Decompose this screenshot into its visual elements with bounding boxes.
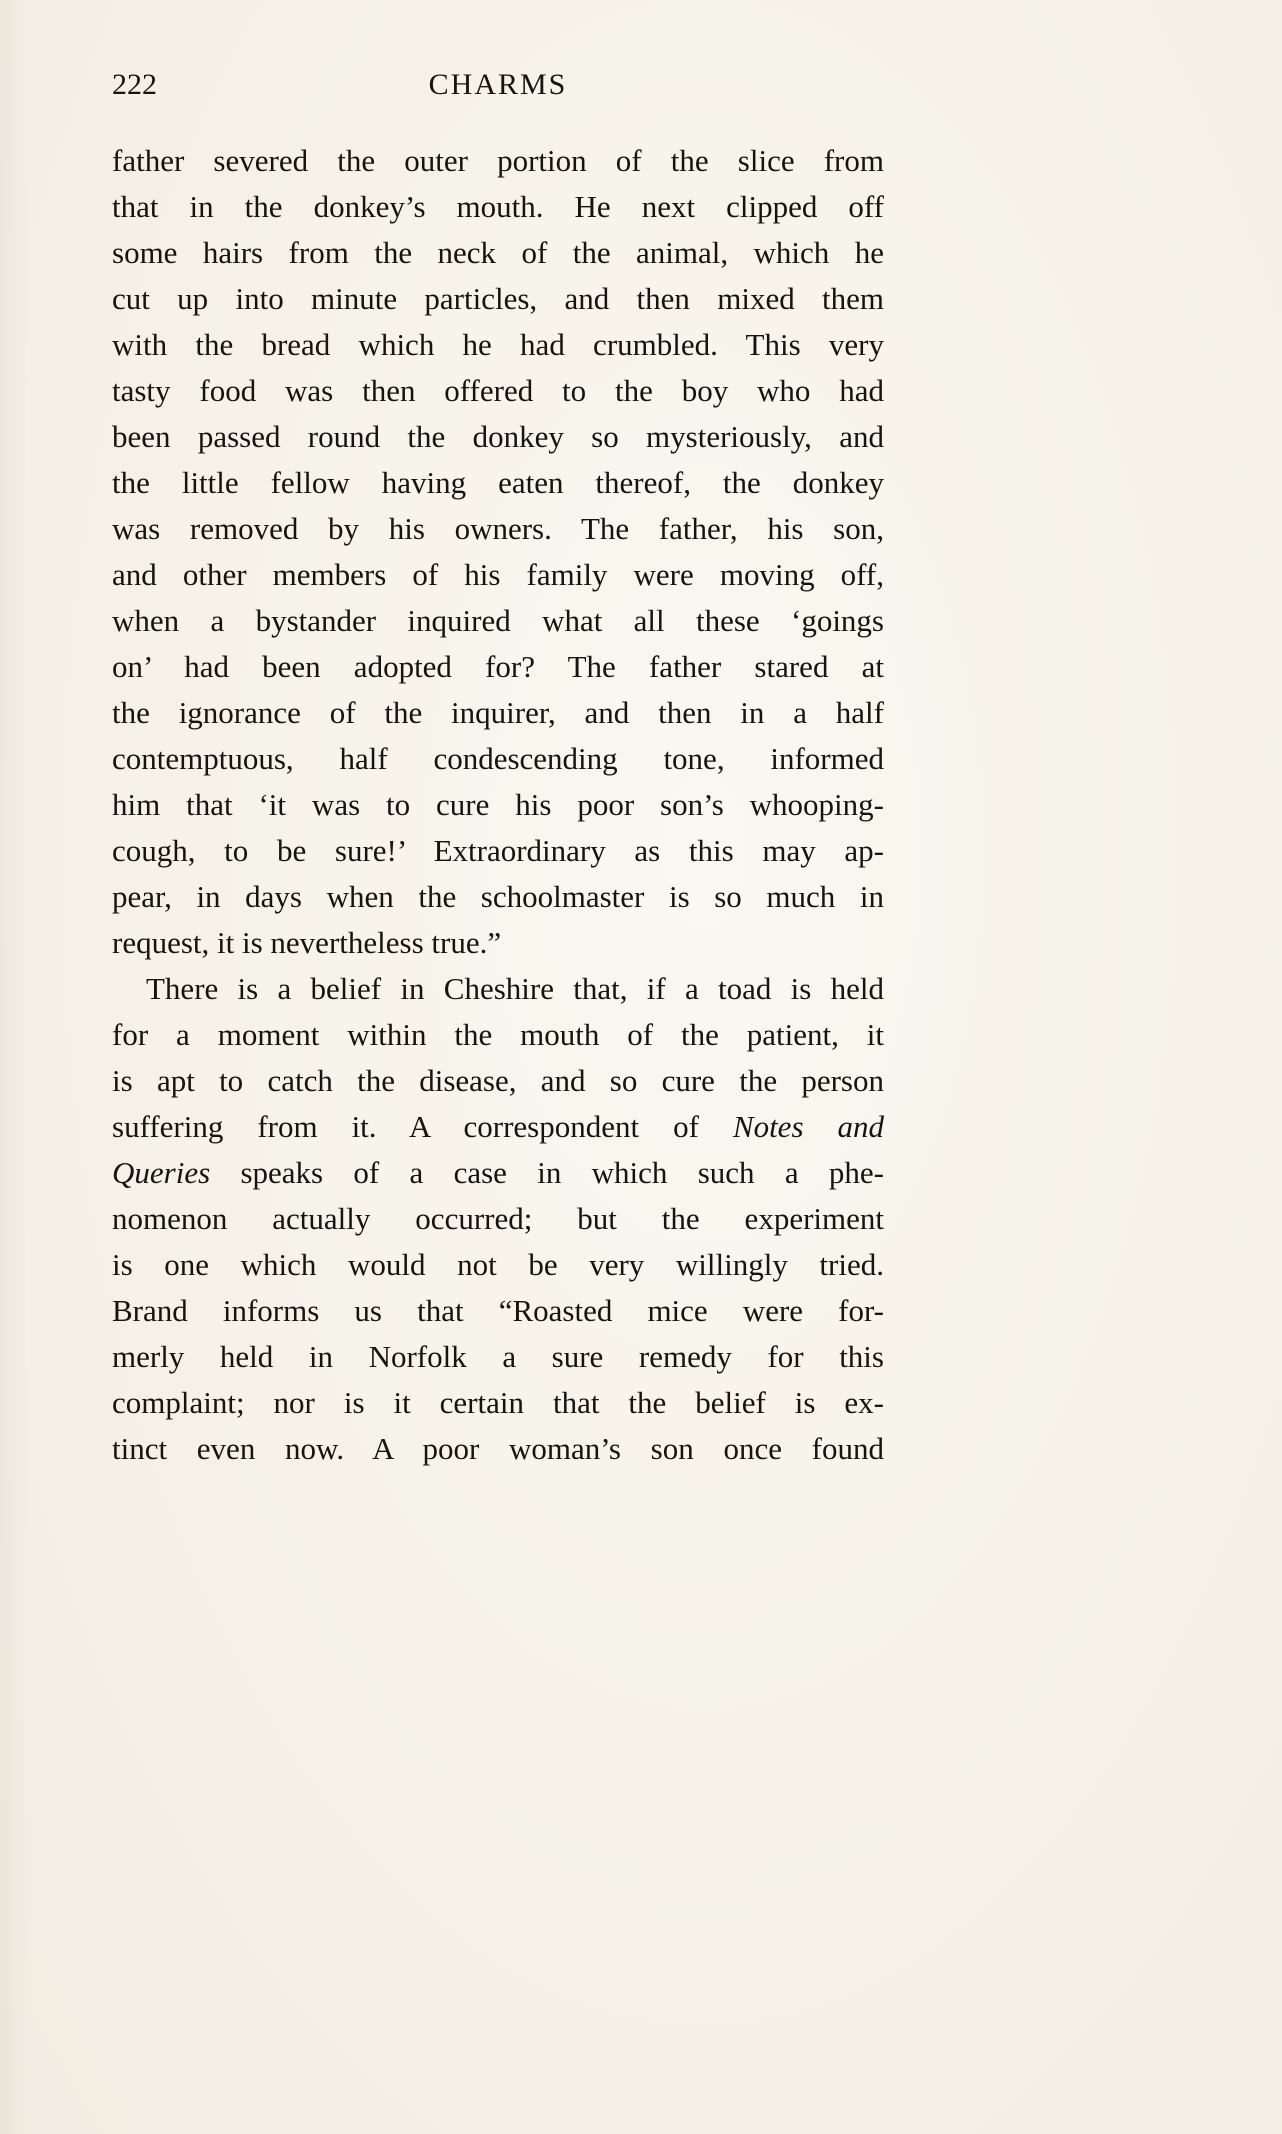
page-body <box>112 138 884 1472</box>
text-segment: cough, to be sure!’ Extraordinary as this may ap- <box>112 833 884 868</box>
text-line <box>112 1058 884 1104</box>
paragraph <box>112 966 884 1472</box>
text-line <box>112 322 884 368</box>
page-header <box>112 64 884 106</box>
text-line <box>112 782 884 828</box>
text-segment: been passed round the donkey so mysteriously, and <box>112 419 884 454</box>
text-segment: suffering from it. A correspondent of <box>112 1109 733 1144</box>
text-line <box>112 644 884 690</box>
text-line <box>112 1012 884 1058</box>
text-line <box>112 1426 884 1472</box>
text-line <box>112 1196 884 1242</box>
text-line <box>112 552 884 598</box>
paragraph <box>112 138 884 966</box>
text-segment: when a bystander inquired what all these ‘goings <box>112 603 884 638</box>
text-line <box>112 184 884 230</box>
text-line <box>112 138 884 184</box>
text-line <box>112 690 884 736</box>
italic-text-segment: Notes and <box>732 1109 884 1144</box>
text-segment: him that ‘it was to cure his poor son’s whooping- <box>112 787 884 822</box>
page-number: 222 <box>112 68 157 101</box>
text-line <box>112 920 884 966</box>
text-segment: for a moment within the mouth of the patient, it <box>112 1017 884 1052</box>
text-segment: merly held in Norfolk a sure remedy for this <box>112 1339 884 1374</box>
text-line <box>112 414 884 460</box>
text-line <box>112 736 884 782</box>
text-segment: some hairs from the neck of the animal, which he <box>112 235 884 270</box>
text-line <box>112 1150 884 1196</box>
text-segment: Brand informs us that “Roasted mice were for- <box>112 1293 884 1328</box>
text-block <box>112 64 884 1472</box>
italic-text-segment: Queries <box>112 1155 211 1190</box>
text-segment: pear, in days when the schoolmaster is so much in <box>112 879 884 914</box>
text-line <box>112 874 884 920</box>
text-line <box>112 460 884 506</box>
text-segment: and other members of his family were moving off, <box>112 557 884 592</box>
text-segment: is one which would not be very willingly tried. <box>112 1247 884 1282</box>
text-segment: the ignorance of the inquirer, and then in a half <box>112 695 884 730</box>
text-line <box>112 1242 884 1288</box>
text-line <box>112 368 884 414</box>
text-segment: speaks of a case in which such a phe- <box>210 1155 884 1190</box>
text-segment: contemptuous, half condescending tone, informed <box>112 741 884 776</box>
text-segment: request, it is nevertheless true.” <box>112 925 502 960</box>
text-segment: There is a belief in Cheshire that, if a toad is held <box>146 971 884 1006</box>
text-line <box>112 598 884 644</box>
text-segment: father severed the outer portion of the slice from <box>112 143 884 178</box>
text-line <box>112 230 884 276</box>
text-segment: was removed by his owners. The father, his son, <box>112 511 884 546</box>
text-segment: is apt to catch the disease, and so cure the person <box>112 1063 884 1098</box>
text-line <box>112 506 884 552</box>
text-line <box>112 966 884 1012</box>
text-line <box>112 828 884 874</box>
text-segment: nomenon actually occurred; but the experiment <box>112 1201 884 1236</box>
text-segment: tinct even now. A poor woman’s son once found <box>112 1431 884 1466</box>
text-segment: cut up into minute particles, and then mixed them <box>112 281 884 316</box>
text-segment: the little fellow having eaten thereof, the donkey <box>112 465 884 500</box>
text-segment: that in the donkey’s mouth. He next clipped off <box>112 189 884 224</box>
text-line <box>112 1334 884 1380</box>
text-line <box>112 1104 884 1150</box>
text-segment: with the bread which he had crumbled. This very <box>112 327 884 362</box>
text-segment: complaint; nor is it certain that the belief is ex- <box>112 1385 884 1420</box>
text-segment: tasty food was then offered to the boy who had <box>112 373 884 408</box>
running-header-title: CHARMS <box>428 68 568 101</box>
text-line <box>112 276 884 322</box>
text-segment: on’ had been adopted for? The father stared at <box>112 649 884 684</box>
text-line <box>112 1288 884 1334</box>
text-line <box>112 1380 884 1426</box>
